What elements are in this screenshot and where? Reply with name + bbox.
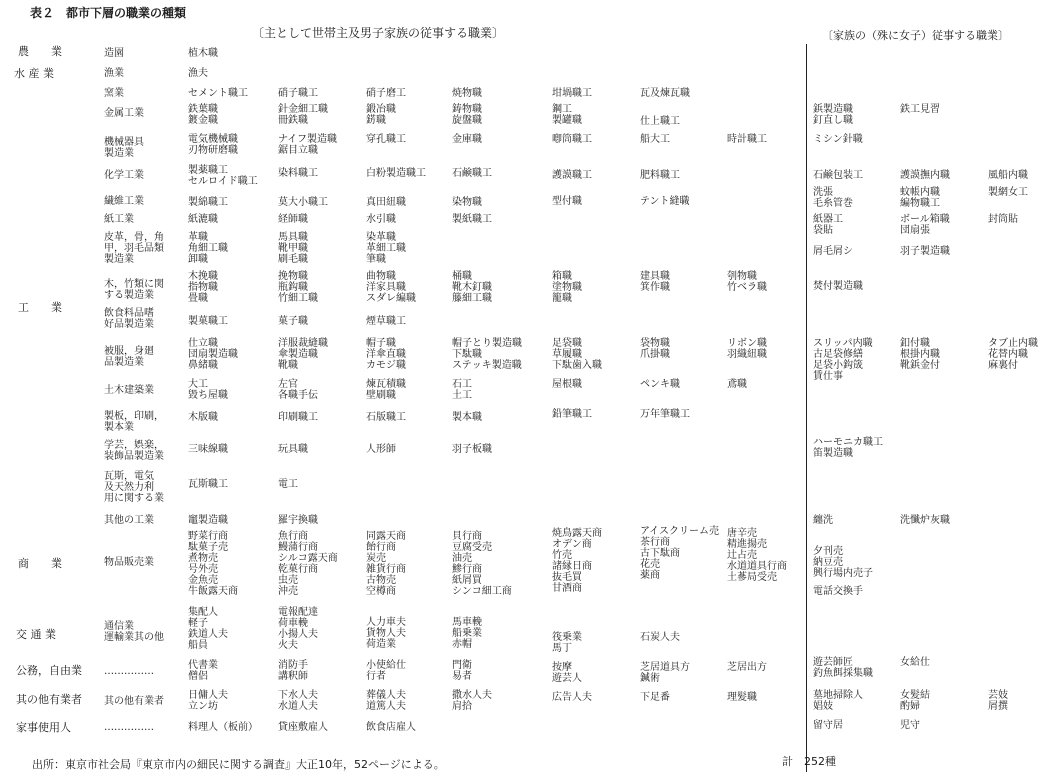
subcategory-label: 機械器具 製造業 [104, 137, 144, 159]
occupation-cell: 木挽職 指物職 畳職 [188, 271, 218, 304]
occupation-cell: 門衛 易者 [452, 660, 472, 682]
occupation-cell: 同露天商 飴行商 炭売 雑貨行商 古物売 空樽商 [366, 531, 406, 597]
occupation-cell: 仕立職 団扇製造職 鼻緒職 [188, 338, 238, 371]
occupation-cell: 莫大小職工 [278, 197, 328, 208]
family-occupation-cell: スリッパ内職 古足袋修繕 足袋小鈎筬 賃仕事 [813, 338, 873, 382]
occupation-cell: 電報配達 荷車輓 小揚人夫 火夫 [278, 607, 318, 651]
occupation-cell: 箱職 塗物職 籠職 [552, 271, 582, 304]
occupation-cell: 屋根職 [552, 379, 582, 390]
occupation-cell: 経師職 [278, 214, 308, 225]
family-occupation-cell: 羽子製造職 [900, 246, 950, 257]
occupation-cell: 理髪職 [727, 692, 757, 703]
occupation-cell: 肥料職工 [640, 170, 680, 181]
occupation-cell: 硝子職工 [278, 88, 318, 99]
occupation-cell: 瓦及煉瓦職 [640, 88, 690, 99]
occupation-cell: 石版職工 [366, 412, 406, 423]
occupation-cell: 穿孔職工 [366, 134, 406, 145]
occupation-cell: 人形師 [366, 444, 396, 455]
occupation-cell: 足袋職 草履職 下駄歯入職 [552, 338, 602, 371]
subcategory-label: 繊維工業 [104, 196, 144, 207]
subcategory-label: 被服，身廻 品製造業 [104, 346, 154, 368]
occupation-cell: 金庫職 [452, 134, 482, 145]
category-label: 其の他有業者 [16, 693, 82, 706]
occupation-cell: 真田紐職 [366, 197, 406, 208]
occupation-cell: 印刷職工 [278, 412, 318, 423]
family-occupation-cell: 児守 [900, 720, 920, 731]
occupation-cell: テント縫職 [640, 196, 690, 207]
occupation-cell: 桶職 靴木釘職 籐細工職 [452, 271, 492, 304]
occupation-cell: 針金細工職 冊鉄職 [278, 104, 328, 126]
occupation-cell: 芝居道具方 鍼術 [640, 662, 690, 684]
occupation-cell: 鋼工 製罐職 [552, 104, 582, 126]
occupation-cell: 左官 各職手伝 [278, 379, 318, 401]
subcategory-label: 其他の工業 [104, 515, 154, 526]
occupation-cell: 菓子職 [278, 316, 308, 327]
family-occupation-cell: 釦付職 根掛内職 靴鋲金付 [900, 338, 940, 371]
family-occupation-cell: 紙器工 袋貼 [813, 214, 843, 236]
family-occupation-cell: 風船内職 [988, 170, 1028, 181]
subcategory-label: 通信業 運輸業其の他 [104, 621, 164, 643]
occupation-cell: 料理人（板前） [188, 722, 258, 733]
category-label: 交 通 業 [16, 628, 56, 641]
subcategory-label: 飲食料品嗜 好品製造業 [104, 308, 154, 330]
subcategory-label: 土木建築業 [104, 385, 154, 396]
occupation-cell: 刳物職 竹ベラ職 [727, 271, 767, 293]
occupation-cell: 鍛冶職 錺職 [366, 104, 396, 126]
occupation-cell: 曲物職 洋家具職 スダレ編職 [366, 271, 416, 304]
occupation-cell: 製薬職工 セルロイド職工 [188, 165, 258, 187]
occupation-cell: 焼鳥露天商 オデン商 竹売 諸縁日商 抜毛買 甘酒商 [552, 528, 602, 594]
occupation-cell: 造園 [104, 48, 124, 59]
occupation-cell: 護謨職工 [552, 170, 592, 181]
occupation-cell: 撒水人夫 肩拾 [452, 690, 492, 712]
family-occupation-cell: 電話交換手 [813, 586, 863, 597]
family-occupation-cell: 女給仕 [900, 657, 930, 668]
occupation-cell: 葬儀人夫 道篤人夫 [366, 690, 406, 712]
occupation-cell: ペンキ職 [640, 379, 680, 390]
subcategory-label: …………… [104, 666, 154, 677]
subcategory-label: 金属工業 [104, 108, 144, 119]
occupation-cell: 羽子板職 [452, 444, 492, 455]
occupation-cell: 挽物職 瓶鈎職 竹細工職 [278, 271, 318, 304]
occupation-cell: 集配人 軽子 鉄道人夫 船員 [188, 607, 228, 651]
occupation-cell: 煉瓦積職 壁刷職 [366, 379, 406, 401]
occupation-cell: 石工 土工 [452, 379, 472, 401]
occupation-cell: 下水人夫 水道人夫 [278, 690, 318, 712]
occupation-cell: ナイフ製造職 鋸目立職 [278, 134, 337, 156]
occupation-cell: 鋳物職 旋盤職 [452, 104, 482, 126]
occupation-cell: 木版職 [188, 412, 218, 423]
subcategory-label: 其の他有業者 [104, 696, 164, 707]
subcategory-label: 紙工業 [104, 214, 134, 225]
category-label: 工 業 [18, 301, 62, 314]
occupation-cell: 漁夫 [188, 68, 208, 79]
occupation-cell: 貝行商 豆腐受売 油売 鯵行商 紙屑買 シンコ細工商 [452, 531, 512, 597]
occupation-cell: 貸座敷雇人 [278, 722, 328, 733]
occupation-cell: リボン職 羽織紐職 [727, 338, 767, 360]
family-occupation-cell: 遊芸師匠 釣魚餌採集職 [813, 657, 873, 679]
source-note: 出所：東京市社会局『東京市内の細民に関する調査』大正10年，52ページによる。 [32, 758, 445, 771]
occupation-cell: 製本職 [452, 412, 482, 423]
occupation-cell: 飲食店雇人 [366, 722, 416, 733]
family-occupation-cell: 屑毛屑シ [813, 246, 853, 257]
family-occupation-cell: 護謨撫内職 [900, 170, 950, 181]
family-occupation-cell: 女髪結 酌婦 [900, 690, 930, 712]
occupation-cell: 瓦斯職工 [188, 479, 228, 490]
family-occupation-cell: 焚付製造職 [813, 281, 863, 292]
family-occupation-cell: 墓地掃除人 娼妓 [813, 690, 863, 712]
family-occupation-cell: 洗張 毛糸管巻 [813, 187, 853, 209]
occupation-cell: 芝居出方 [727, 662, 767, 673]
occupation-cell: 洋服裁縫職 傘製造職 靴職 [278, 338, 328, 371]
occupation-cell: 喞筒職工 [552, 134, 592, 145]
occupation-cell: 染料職工 [278, 168, 318, 179]
family-occupation-cell: 洗懺炉灰職 [900, 515, 950, 526]
header-family: 〔家族の（殊に女子）従事する職業〕 [822, 29, 1009, 42]
category-label: 農 業 [18, 45, 62, 58]
occupation-cell: 石鹸職工 [452, 168, 492, 179]
category-label: 水 産 業 [14, 67, 54, 80]
occupation-cell: 袋物職 爪掛職 [640, 338, 670, 360]
family-occupation-cell: 石鹸包装工 [813, 170, 863, 181]
occupation-cell: 煙草職工 [366, 316, 406, 327]
subcategory-label: 学芸，娯楽， 装飾品製造業 [104, 440, 164, 462]
occupation-cell: 型付職 [552, 196, 582, 207]
occupation-cell: 鉄葉職 鍍金職 [188, 104, 218, 126]
occupation-cell: 人力車夫 貨物人夫 荷造業 [366, 617, 406, 650]
subcategory-label: 窯業 [104, 88, 124, 99]
occupation-cell: 漁業 [104, 68, 124, 79]
occupation-cell: 船大工 [640, 134, 670, 145]
occupation-cell: 坩堝職工 [552, 88, 592, 99]
total-count: 計 252種 [782, 755, 836, 768]
family-occupation-cell: 留守居 [813, 720, 843, 731]
occupation-cell: アイスクリーム売 茶行商 古下駄商 花売 薬商 [640, 526, 719, 581]
occupation-cell: 筏乗業 馬丁 [552, 632, 582, 654]
occupation-cell: 電気機械職 刃物研磨職 [188, 134, 238, 156]
family-occupation-cell: 芸妓 屑撰 [988, 690, 1008, 712]
subcategory-label: 皮革，骨，角 甲，羽毛品類 製造業 [104, 232, 164, 265]
occupation-cell: 消防手 講釈師 [278, 660, 308, 682]
occupation-cell: 製紙職工 [452, 214, 492, 225]
column-divider [806, 44, 807, 772]
family-occupation-cell: ミシン針職 [813, 134, 863, 145]
family-occupation-cell: 製網女工 [988, 187, 1028, 198]
family-occupation-cell: 蚊帳内職 編物職工 [900, 187, 940, 209]
family-occupation-cell: タブ止内職 花替内職 麻裏付 [988, 338, 1038, 371]
family-occupation-cell: 封筒貼 [988, 214, 1018, 225]
occupation-cell: 唐辛売 精進揚売 辻占売 水道道具行商 土蔘局受売 [727, 528, 787, 583]
occupation-cell: 万年筆職工 [640, 409, 690, 420]
table-title: 表２ 都市下層の職業の種類 [30, 6, 187, 20]
occupation-cell: 広告人夫 [552, 692, 592, 703]
occupation-cell: 石炭人夫 [640, 632, 680, 643]
family-occupation-cell: 纏洗 [813, 515, 833, 526]
subcategory-label: 木，竹類に関 する製造業 [104, 279, 164, 301]
occupation-cell: 仕上職工 [640, 116, 680, 127]
occupation-cell: 白粉製造職工 [366, 168, 426, 179]
occupation-cell: 竈製造職 [188, 515, 228, 526]
category-label: 商 業 [18, 557, 62, 570]
subcategory-label: 物品販売業 [104, 557, 154, 568]
occupation-cell: 植木職 [188, 48, 218, 59]
occupation-cell: 羅宇換職 [278, 515, 318, 526]
occupation-cell: 玩具職 [278, 444, 308, 455]
occupation-cell: 日傭人夫 立ン坊 [188, 690, 228, 712]
occupation-cell: 焼物職 [452, 88, 482, 99]
occupation-cell: 鉛筆職工 [552, 409, 592, 420]
occupation-cell: 染革職 革細工職 筆職 [366, 232, 406, 265]
occupation-cell: 帽子職 洋傘直職 カモジ職 [366, 338, 406, 371]
subcategory-label: 瓦斯，電気 及天然力利 用に関する業 [104, 471, 164, 504]
occupation-cell: 三味線職 [188, 444, 228, 455]
occupation-cell: 紙漉職 [188, 214, 218, 225]
header-main: 〔主として世帯主及男子家族の従事する職業〕 [252, 26, 505, 40]
family-occupation-cell: ボール箱職 団扇張 [900, 214, 950, 236]
category-label: 公務，自由業 [16, 664, 82, 677]
category-label: 家事使用人 [16, 721, 71, 734]
occupation-cell: 時計職工 [727, 134, 767, 145]
occupation-cell: 電工 [278, 479, 298, 490]
occupation-cell: 水引職 [366, 214, 396, 225]
occupation-cell: 鳶職 [727, 379, 747, 390]
occupation-cell: 硝子磨工 [366, 88, 406, 99]
subcategory-label: 製板，印刷， 製本業 [104, 411, 164, 433]
occupation-cell: 製綿職工 [188, 197, 228, 208]
subcategory-label: 化学工業 [104, 170, 144, 181]
occupation-cell: 製菓職工 [188, 316, 228, 327]
occupation-cell: 下足番 [640, 692, 670, 703]
occupation-cell: 建具職 箕作職 [640, 271, 670, 293]
family-occupation-cell: 鉄工見習 [900, 104, 940, 115]
occupation-cell: 革職 角細工職 卸職 [188, 232, 228, 265]
family-occupation-cell: 鋲製造職 釘直し職 [813, 104, 853, 126]
family-occupation-cell: 夕刊売 納豆売 興行場内売子 [813, 546, 873, 579]
occupation-cell: 魚行商 鰻蒲行商 シルコ露天商 乾菓行商 虫売 沖売 [278, 531, 338, 597]
occupation-cell: 馬具職 靴甲職 刷毛職 [278, 232, 308, 265]
occupation-cell: 野菜行商 駄菓子売 煮物売 号外売 金魚売 牛飯露天商 [188, 531, 238, 597]
occupation-cell: 染物職 [452, 197, 482, 208]
family-occupation-cell: ハーモニカ職工 笛製造職 [813, 437, 883, 459]
occupation-cell: 帽子とり製造職 下駄職 ステッキ製造職 [452, 338, 522, 371]
occupation-cell: 代書業 僧侶 [188, 660, 218, 682]
subcategory-label: …………… [104, 722, 154, 733]
occupation-cell: 按摩 遊芸人 [552, 662, 582, 684]
occupation-cell: 小使給仕 行者 [366, 660, 406, 682]
occupation-cell: セメント職工 [188, 88, 248, 99]
occupation-cell: 馬車輓 船乗業 赤帽 [452, 617, 482, 650]
occupation-cell: 大工 毀ち屋職 [188, 379, 228, 401]
